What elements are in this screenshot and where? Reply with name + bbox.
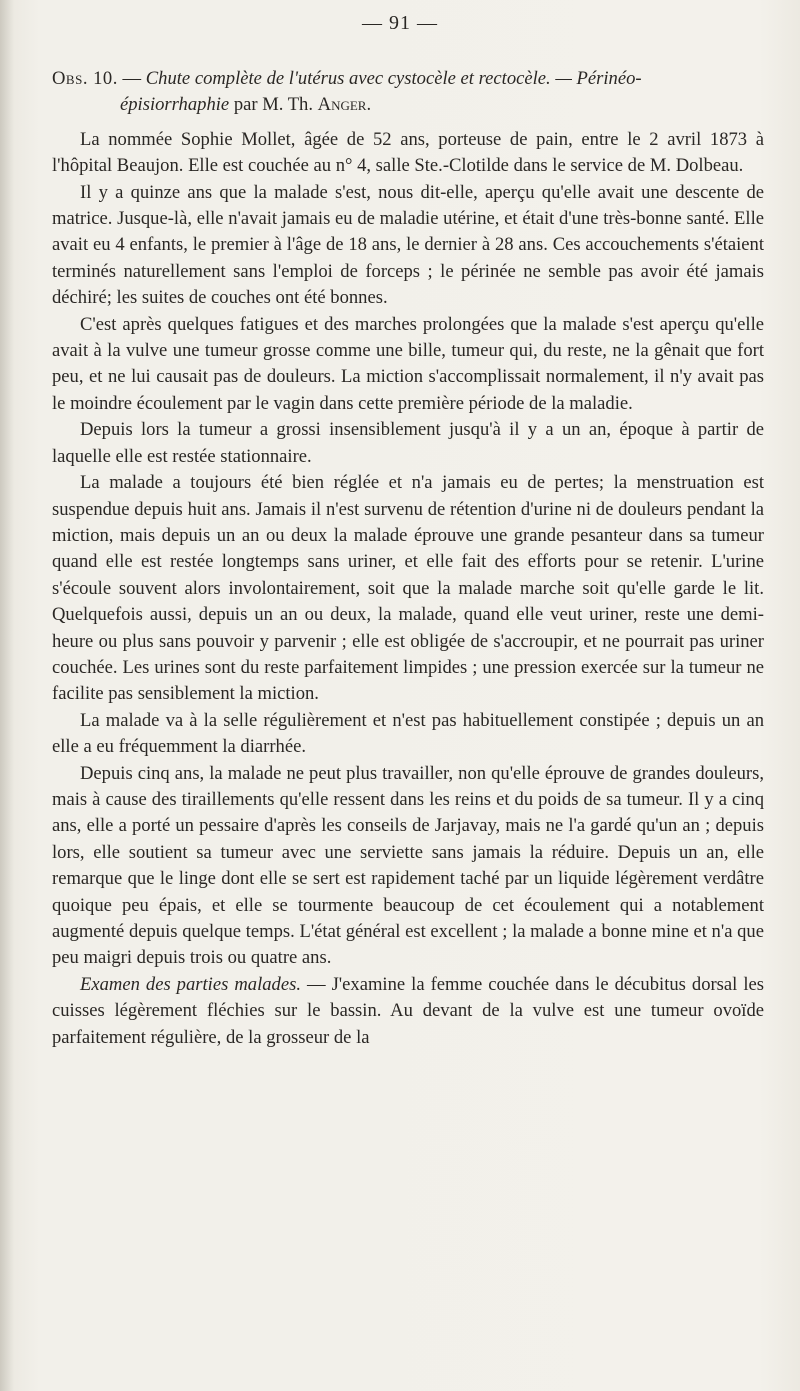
exam-paragraph: [52, 972, 764, 1051]
heading-dash: —: [117, 68, 146, 89]
observation-heading: [52, 66, 764, 119]
observation-title: Chute complète de l'utérus avec cystocèle et rectocèle. — Périnéo-: [145, 68, 642, 89]
paragraph: La malade a toujours été bien réglée et n'a jamais eu de pertes; la menstruation est suspendue depuis huit ans. Jamais il n'est survenu de rétention d'urine ni de douleurs pendant la miction, mais depuis un an ou deux la malade éprouve une grande pesanteur dans sa tumeur quand elle est restée longtemps sans uriner, et elle fait des efforts pour se retenir. L'urine s'écoule souvent alors involontairement, soit que la malade marche soit qu'elle garde le lit. Quelquefois aussi, depuis un an ou deux, la malade, quand elle veut uriner, reste une demi-heure ou plus sans pouvoir y parvenir ; elle est obligée de s'accroupir, et ne pourrait pas uriner couchée. Les urines sont du reste parfaitement limpides ; une pression exercée sur la tumeur ne facilite pas sensiblement la miction.: [52, 472, 764, 705]
paragraph: Il y a quinze ans que la malade s'est, nous dit-elle, aperçu qu'elle avait une descente de matrice. Jusque-là, elle n'avait jamais eu de maladie utérine, et était d'une très-bonne santé. Elle avait eu 4 enfants, le premier à l'âge de 18 ans, le dernier à 28 ans. Ces accouchements s'étaient terminés naturellement sans l'emploi de forceps ; le périnée ne semble pas avoir été jamais déchiré; les suites de couches ont été bonnes.: [52, 181, 764, 309]
heading-by: par M. Th.: [229, 94, 318, 116]
observation-label: Obs. 10.: [52, 68, 118, 89]
observation-title-continued: épisiorrhaphie: [120, 94, 230, 116]
heading-author: Anger.: [317, 94, 372, 116]
observation-text: [52, 66, 764, 1051]
exam-text: — J'examine la femme couchée dans le décubitus dorsal les cuisses légèrement fléchies sur le bassin. Au devant de la vulve est une tumeur ovoïde parfaitement régulière, de la grosseur de la: [52, 973, 764, 1048]
paragraph: C'est après quelques fatigues et des marches prolongées que la malade s'est aperçu qu'elle avait à la vulve une tumeur grosse comme une bille, tumeur qui, du reste, ne la gênait que fort peu, et ne lui causait pas de douleurs. La miction s'accomplissait normalement, il n'y avait pas le moindre écoulement par le vagin dans cette première période de la maladie.: [52, 313, 764, 414]
paragraph: Depuis lors la tumeur a grossi insensiblement jusqu'à il y a un an, époque à partir de laquelle elle est restée stationnaire.: [52, 419, 764, 467]
page-edge-shadow: [0, 0, 14, 1391]
paragraph: Depuis cinq ans, la malade ne peut plus travailler, non qu'elle éprouve de grandes douleurs, mais à cause des tiraillements qu'elle ressent dans les reins et du poids de sa tumeur. Il y a cinq ans, elle a porté un pessaire d'après les conseils de Jarjavay, mais ne l'a gardé qu'un an ; depuis lors, elle soutient sa tumeur avec une serviette sans jamais la réduire. Depuis un an, elle remarque que le linge dont elle se sert est rapidement taché par un liquide légèrement verdâtre quoique peu épais, et elle se tourmente beaucoup de cet écoulement qui a notablement augmenté depuis quelque temps. L'état général est excellent ; la malade a bonne mine et n'a que peu maigri depuis trois ou quatre ans.: [52, 762, 764, 969]
page-number: — 91 —: [362, 12, 438, 34]
paragraph: La malade va à la selle régulièrement et n'est pas habituellement constipée ; depuis un an elle a eu fréquemment la diarrhée.: [52, 709, 764, 758]
paragraph: La nommée Sophie Mollet, âgée de 52 ans, porteuse de pain, entre le 2 avril 1873 à l'hôpital Beaujon. Elle est couchée au n° 4, salle Ste.-Clotilde dans le service de M. Dolbeau.: [52, 128, 764, 177]
heading-second-line: [52, 92, 764, 118]
exam-section-title: Examen des parties malades.: [80, 973, 301, 995]
